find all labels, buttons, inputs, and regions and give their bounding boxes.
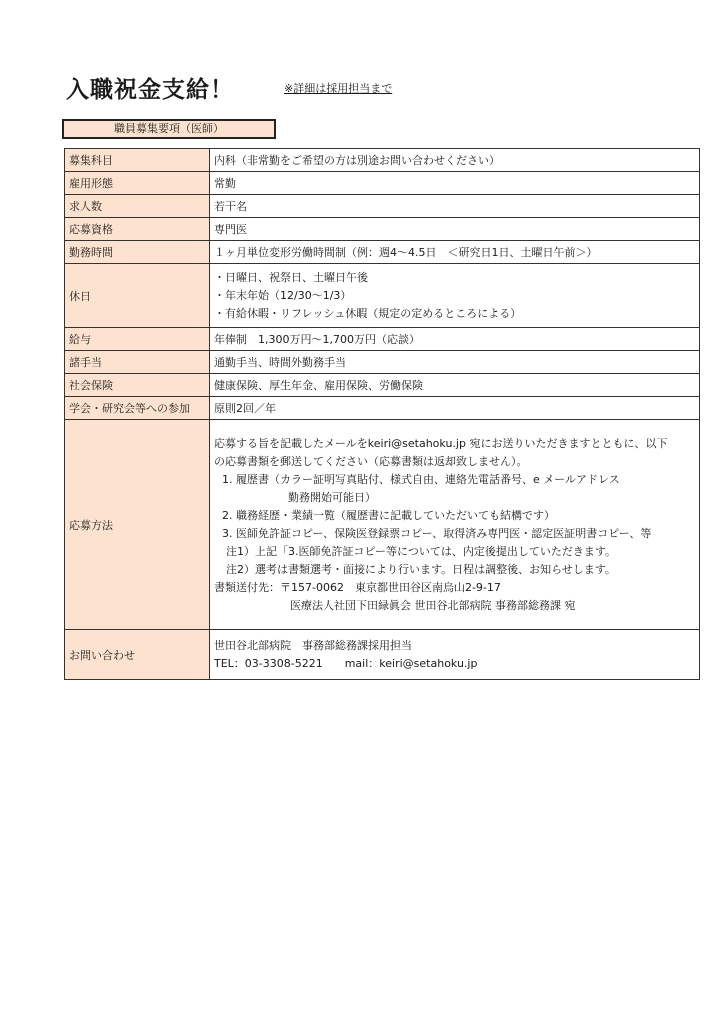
- table-row: [65, 241, 700, 264]
- row-value: １ヶ月単位変形労働時間制（例：週4～4.5日 ＜研究日1日、土曜日午前＞）: [210, 241, 700, 264]
- job-requirements-table: [64, 148, 700, 680]
- row-value: 若干名: [210, 195, 700, 218]
- details-note: ※詳細は採用担当まで: [284, 82, 393, 95]
- row-value: [210, 264, 700, 328]
- row-value: 健康保険、厚生年金、雇用保険、労働保険: [210, 374, 700, 397]
- table-row: [65, 420, 700, 630]
- table-row: [65, 328, 700, 351]
- row-label: 応募方法: [65, 420, 210, 630]
- row-value: [210, 630, 700, 680]
- section-label: 職員募集要項（医師）: [62, 119, 276, 139]
- mailing-address: 書類送付先：〒157-0062 東京都世田谷区南烏山2-9-17: [214, 580, 501, 594]
- application-intro: の応募書類を郵送してください（応募書類は返却致しません）。: [214, 454, 528, 468]
- row-value: 内科（非常勤をご希望の方は別途お問い合わせください）: [210, 149, 700, 172]
- row-label: お問い合わせ: [65, 630, 210, 680]
- holiday-line: ・年末年始（12/30～1/3）: [214, 288, 352, 302]
- row-label: 諸手当: [65, 351, 210, 374]
- holiday-line: ・日曜日、祝祭日、土曜日午後: [214, 270, 368, 284]
- row-label: 社会保険: [65, 374, 210, 397]
- contact-line: 世田谷北部病院 事務部総務課採用担当: [214, 638, 412, 652]
- mailing-recipient: 医療法人社団下田緑眞会 世田谷北部病院 事務部総務課 宛: [290, 598, 576, 612]
- row-value: 原則2回／年: [210, 397, 700, 420]
- row-label: 勤務時間: [65, 241, 210, 264]
- table-row: [65, 630, 700, 680]
- row-label: 給与: [65, 328, 210, 351]
- page-title: 入職祝金支給！: [66, 77, 234, 103]
- application-item: 1. 履歴書（カラー証明写真貼付、様式自由、連絡先電話番号、e メールアドレス: [222, 472, 620, 486]
- row-label: 雇用形態: [65, 172, 210, 195]
- row-label: 学会・研究会等への参加: [65, 397, 210, 420]
- table-row: [65, 264, 700, 328]
- table-row: [65, 351, 700, 374]
- table-row: [65, 397, 700, 420]
- row-value: 年俸制 1,300万円～1,700万円（応談）: [210, 328, 700, 351]
- application-intro: 応募する旨を記載したメールをkeiri@setahoku.jp 宛にお送りいただきますとともに、以下: [214, 436, 668, 450]
- application-item: 2. 職務経歴・業績一覧（履歴書に記載していただいても結構です）: [222, 508, 555, 522]
- contact-line: TEL：03-3308-5221 mail：keiri@setahoku.jp: [214, 656, 478, 670]
- table-row: [65, 172, 700, 195]
- holiday-line: ・有給休暇・リフレッシュ休暇（規定の定めるところによる）: [214, 306, 522, 320]
- row-value: 専門医: [210, 218, 700, 241]
- row-value: 通勤手当、時間外勤務手当: [210, 351, 700, 374]
- table-row: [65, 218, 700, 241]
- row-label: 求人数: [65, 195, 210, 218]
- row-label: 募集科目: [65, 149, 210, 172]
- table-row: [65, 374, 700, 397]
- application-item-continued: 勤務開始可能日）: [288, 490, 376, 504]
- application-note: 注1）上記「3.医師免許証コピー等については、内定後提出していただきます。: [226, 544, 616, 558]
- row-label: 応募資格: [65, 218, 210, 241]
- table-row: [65, 195, 700, 218]
- row-value: [210, 420, 700, 630]
- row-label: 休日: [65, 264, 210, 328]
- application-note: 注2）選考は書類選考・面接により行います。日程は調整後、お知らせします。: [226, 562, 616, 576]
- application-item: 3. 医師免許証コピー、保険医登録票コピー、取得済み専門医・認定医証明書コピー、等: [222, 526, 652, 540]
- table-row: [65, 149, 700, 172]
- row-value: 常勤: [210, 172, 700, 195]
